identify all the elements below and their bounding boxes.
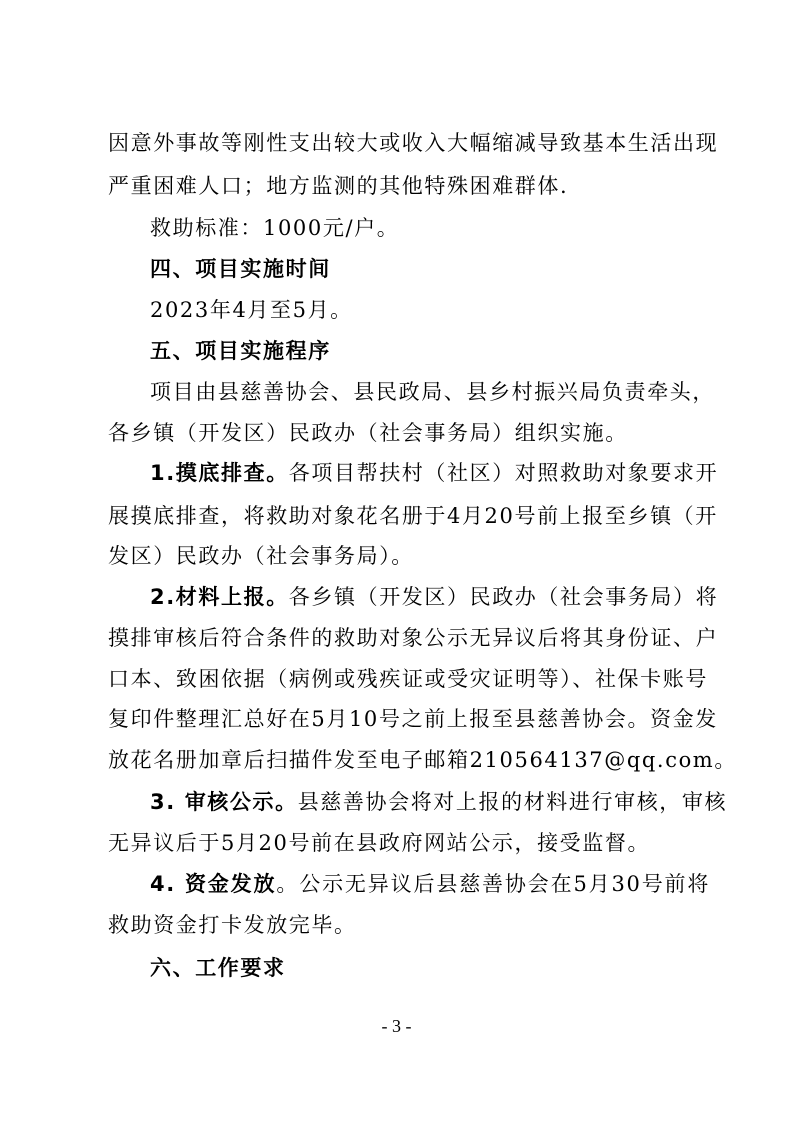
page-number: - 3 - [381, 1016, 412, 1036]
body-line: 严重困难人口；地方监测的其他特殊困难群体. [108, 174, 569, 198]
body-line: 展摸底排查，将救助对象花名册于4月20号前上报至乡镇（开 [108, 504, 718, 528]
body-line: 放花名册加章后扫描件发至电子邮箱210564137@qq.com。 [108, 748, 737, 772]
procedure-item-4 [150, 869, 710, 899]
item-title: 审核公示。 [184, 790, 298, 814]
section-heading: 六、工作要求 [150, 956, 286, 980]
body-line: 各乡镇（开发区）民政办（社会事务局）组织实施。 [108, 421, 628, 445]
item-title: 材料上报。 [175, 585, 289, 609]
item-number: 2. [150, 585, 176, 609]
body-line: 项目由县慈善协会、县民政局、县乡村振兴局负责牵头， [150, 380, 715, 404]
procedure-item-3 [150, 787, 728, 817]
body-line: 口本、致困依据（病例或残疾证或受灾证明等）、社保卡账号 [108, 667, 708, 691]
procedure-item-2 [150, 582, 719, 612]
item-number: 4. [150, 872, 185, 896]
body-line: 救助标准：1000元/户。 [150, 216, 400, 240]
body-line: 复印件整理汇总好在5月10号之前上报至县慈善协会。资金发 [108, 707, 718, 731]
item-number: 3. [150, 790, 185, 814]
body-line: 发区）民政办（社会事务局）。 [108, 544, 414, 568]
item-text: 各乡镇（开发区）民政办（社会事务局）将 [288, 585, 719, 609]
body-line: 摸排审核后符合条件的救助对象公示无异议后将其身份证、户 [108, 626, 719, 650]
body-line: 2023年4月至5月。 [150, 298, 353, 322]
item-title: 摸底排查。 [175, 461, 289, 485]
item-text: 。公示无异议后县慈善协会在5月30号前将 [276, 872, 710, 896]
item-text: 县慈善协会将对上报的材料进行审核，审核 [297, 790, 728, 814]
body-line: 救助资金打卡发放完毕。 [108, 913, 357, 937]
section-heading: 四、项目实施时间 [150, 257, 331, 281]
body-line: 因意外事故等刚性支出较大或收入大幅缩减导致基本生活出现 [108, 131, 719, 155]
item-title: 资金发放 [184, 872, 277, 896]
item-number: 1. [150, 461, 176, 485]
section-heading: 五、项目实施程序 [150, 339, 331, 363]
body-line: 无异议后于5月20号前在县政府网站公示，接受监督。 [108, 831, 651, 855]
procedure-item-1 [150, 458, 719, 488]
item-text: 各项目帮扶村（社区）对照救助对象要求开 [288, 461, 719, 485]
